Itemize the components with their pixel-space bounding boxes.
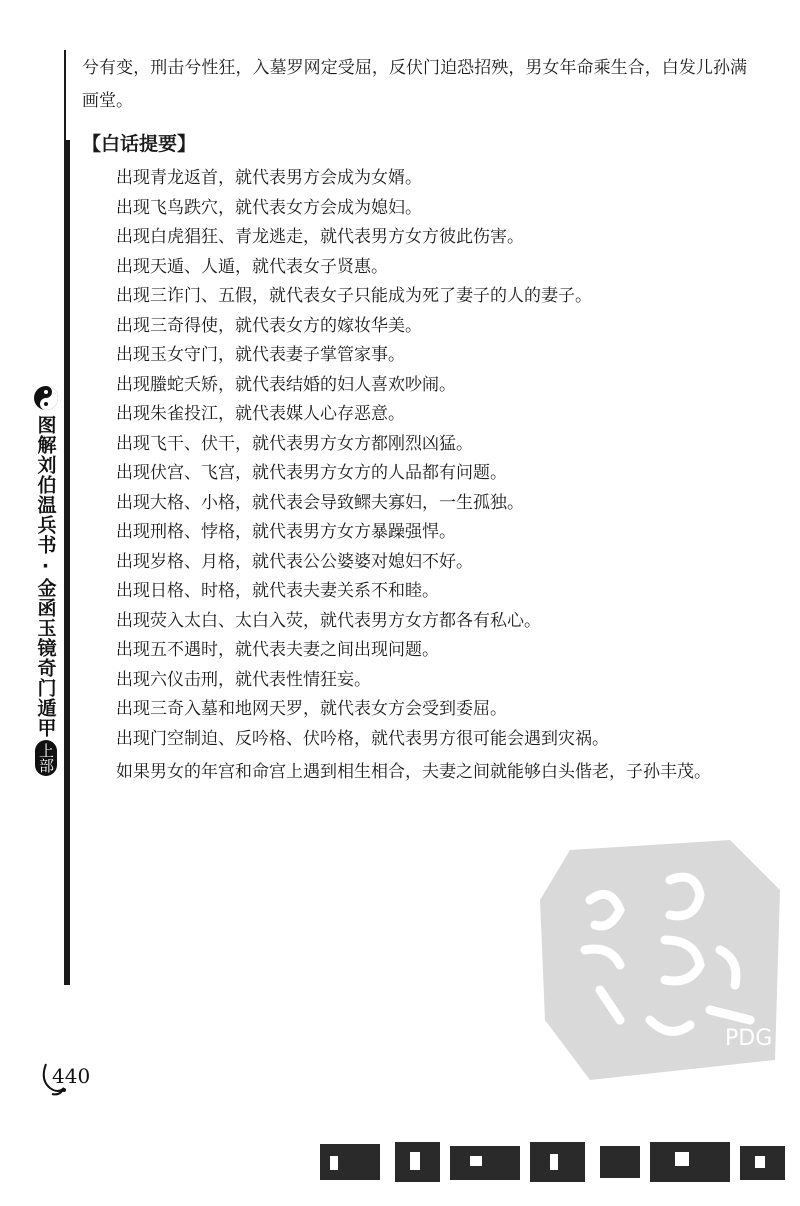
spine-rule [64,140,70,985]
running-title-sidebar [30,385,62,776]
summary-line: 出现三奇得使，就代表女方的嫁妆华美。 [116,315,422,336]
book-title-vertical: 图解刘伯温兵书·金函玉镜奇门遁甲 [34,415,57,738]
summary-line: 出现大格、小格，就代表会导致鳏夫寡妇，一生孤独。 [116,492,524,513]
summary-line: 出现飞干、伏干，就代表男方女方都刚烈凶猛。 [116,433,473,454]
summary-line: 出现刑格、悖格，就代表男方女方暴躁强悍。 [116,522,456,542]
scan-artifact-band [300,1136,800,1188]
section-heading: 【白话提要】 [82,133,197,155]
intro-paragraph: 兮有变，刑击兮性狂，入墓罗网定受屈，反伏门迫恐招殃，男女年命乘生合，白发儿孙满画堂。 [82,58,747,111]
summary-line: 出现五不遇时，就代表夫妻之间出现问题。 [116,640,439,660]
summary-list [82,164,747,754]
summary-line: 出现飞鸟跌穴，就代表女方会成为媳妇。 [116,197,422,218]
summary-line: 出现三诈门、五假，就代表女子只能成为死了妻子的人的妻子。 [116,286,592,306]
summary-line: 出现白虎猖狂、青龙逃走，就代表男方女方彼此伤害。 [116,227,524,247]
seal-label: PDG [725,1026,773,1051]
scan-edge-strip [0,1122,800,1206]
main-text [82,52,747,789]
summary-line: 出现六仪击刑，就代表性情狂妄。 [116,669,371,690]
volume-badge: 上部 [35,740,57,776]
summary-line: 出现三奇入墓和地网天罗，就代表女方会受到委屈。 [116,699,507,719]
summary-line: 出现朱雀投江，就代表媒人心存恶意。 [116,404,405,424]
closing-paragraph: 如果男女的年宫和命宫上遇到相生相合，夫妻之间就能够白头偕老，子孙丰茂。 [116,762,711,782]
summary-line: 出现荧入太白、太白入荧，就代表男方女方都各有私心。 [116,610,541,631]
summary-line: 出现门空制迫、反吟格、伏吟格，就代表男方很可能会遇到灾祸。 [116,728,609,749]
summary-line: 出现日格、时格，就代表夫妻关系不和睦。 [116,581,439,601]
summary-line: 出现岁格、月格，就代表公公婆婆对媳妇不好。 [116,551,473,572]
yin-yang-icon [33,385,59,411]
summary-line: 出现天遁、人遁，就代表女子贤惠。 [116,256,388,277]
summary-line: 出现伏宫、飞宫，就代表男方女方的人品都有问题。 [116,463,507,483]
page-number: 440 [52,1064,91,1088]
summary-line: 出现玉女守门，就代表妻子掌管家事。 [116,345,405,365]
seal-stamp-icon [530,830,790,1090]
spine-rule-thin [64,50,66,140]
summary-line: 出现青龙返首，就代表男方会成为女婿。 [116,168,422,188]
summary-line: 出现螣蛇夭矫，就代表结婚的妇人喜欢吵闹。 [116,374,456,395]
